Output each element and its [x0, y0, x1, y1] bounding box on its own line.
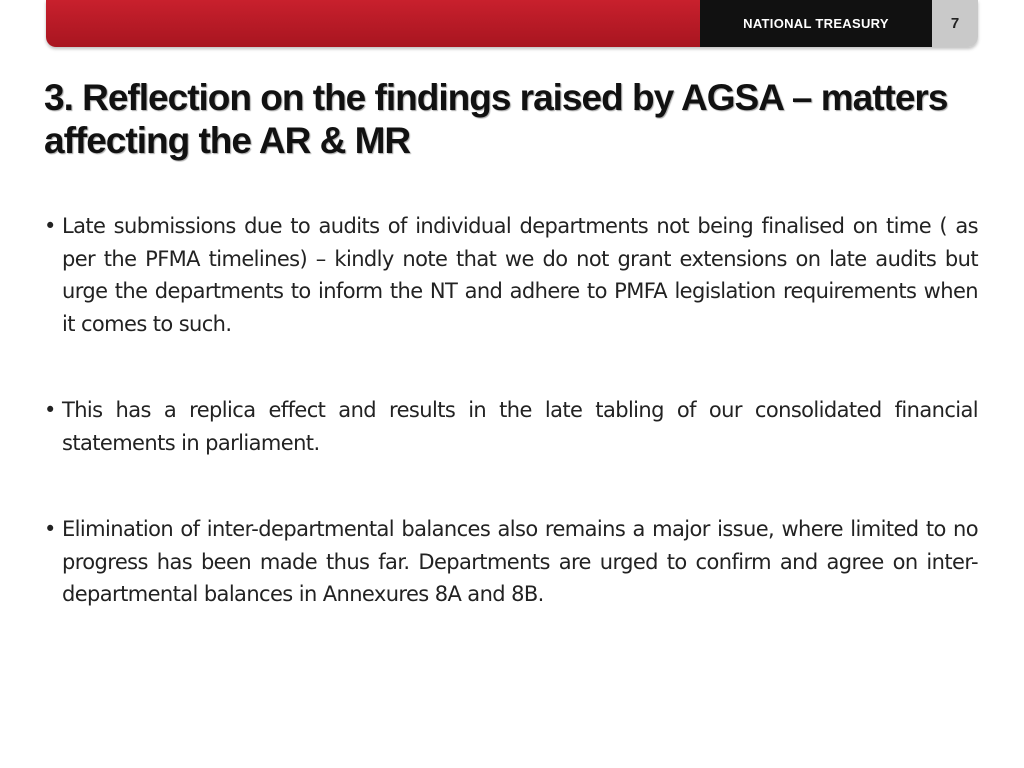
header-red-band [46, 0, 700, 47]
brand-label: NATIONAL TREASURY [700, 0, 932, 47]
bullet-item: • Elimination of inter-departmental balances also remains a major issue, where limited to no progress has been made thus far. Departments are urged to confirm and agree on inter-departmental balances in Annexures 8A and 8B. [44, 513, 978, 611]
bullet-item: • Late submissions due to audits of individual departments not being finalised on time ( as per the PFMA timelines) – kindly note that we do not grant extensions on late audits but urge the departments to inform the NT and adhere to PMFA legislation requirements when it comes to such. [44, 210, 978, 340]
page-number: 7 [932, 0, 978, 47]
slide-title: 3. Reflection on the findings raised by AGSA – matters affecting the AR & MR [44, 77, 948, 161]
header-bar [46, 0, 978, 47]
bullet-item: • This has a replica effect and results in the late tabling of our consolidated financial statements in parliament. [44, 394, 978, 459]
bullet-list [44, 210, 978, 611]
